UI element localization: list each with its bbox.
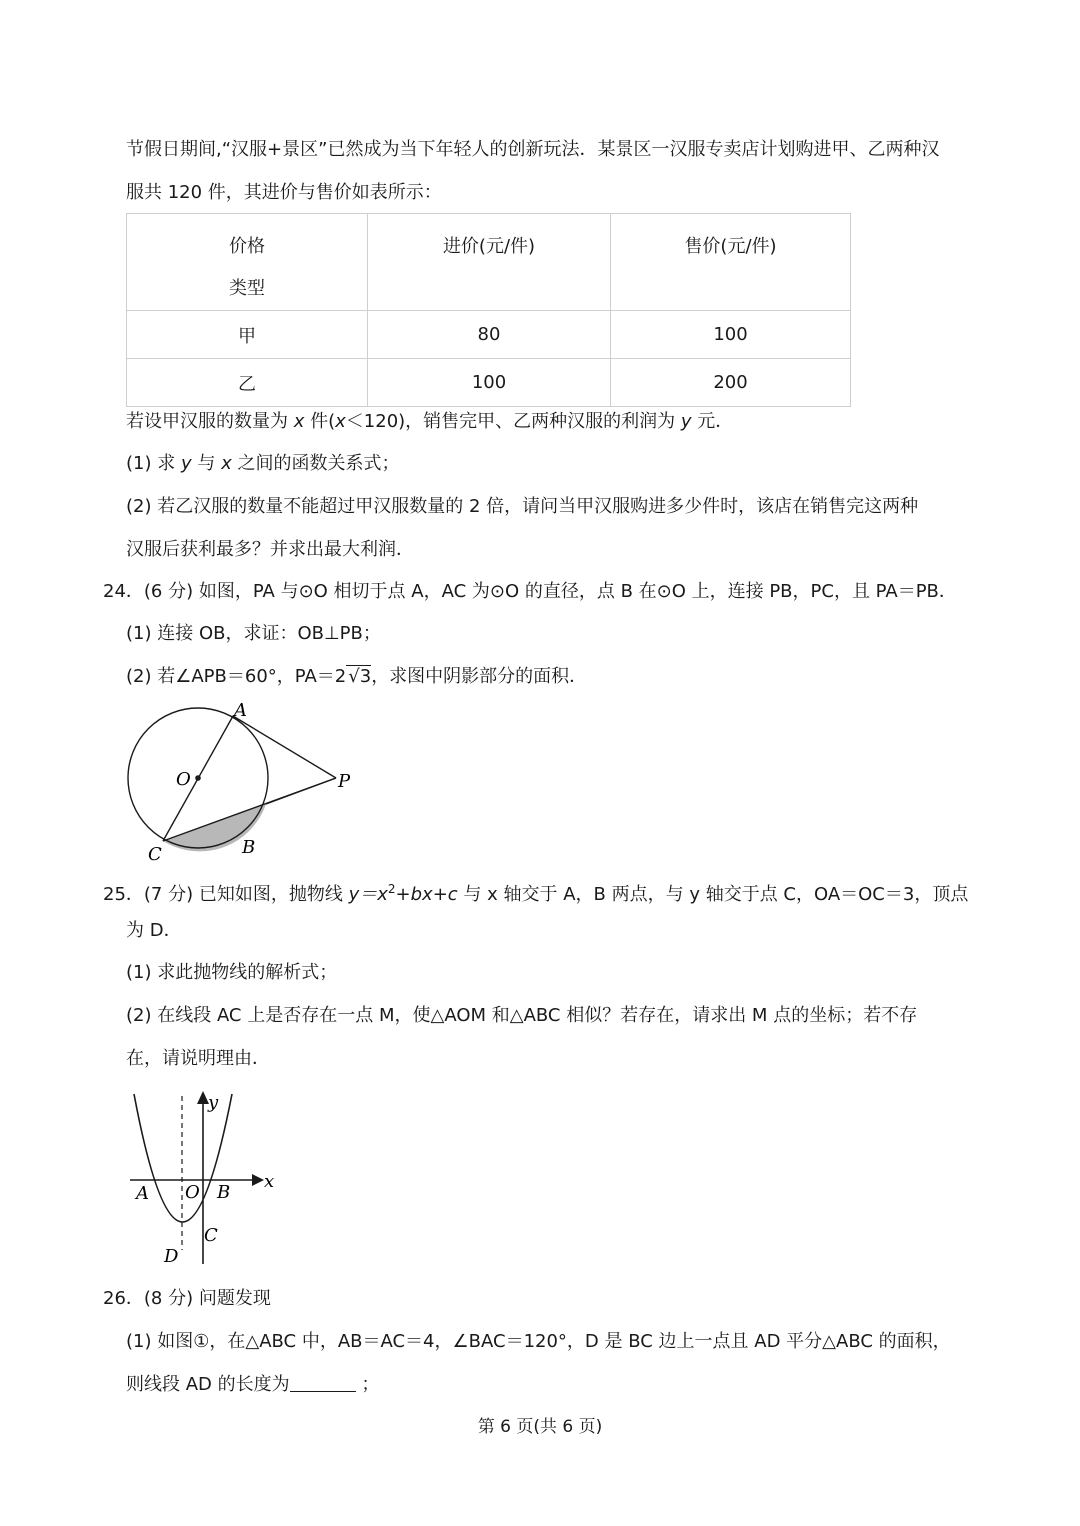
- label-b: B: [242, 837, 256, 858]
- q25-stem: 25．(7 分) 已知如图，抛物线 $y=x^2+bx+c$ 与 x 轴交于 A，B 两点，与 y 轴交于点 C，OA＝OC＝3，顶点: [103, 882, 969, 905]
- label-b: B: [217, 1182, 231, 1203]
- label-d: D: [164, 1246, 179, 1267]
- table-cell-type: 乙: [127, 359, 368, 407]
- table-cell-cost: 80: [368, 311, 611, 359]
- table-header-price: 售价(元/件): [611, 214, 851, 311]
- table-header-cost: 进价(元/件): [368, 214, 611, 311]
- table-cell-type: 甲: [127, 311, 368, 359]
- q24-part-2: (2) 若∠APB＝60°，PA＝2 √3，求图中阴影部分的面积．: [126, 666, 588, 687]
- q25-part-2-line-1: (2) 在线段 AC 上是否存在一点 M，使△AOM 和△ABC 相似？若存在，请求出 M 点的坐标；若不存: [126, 1005, 918, 1026]
- label-o: O: [185, 1182, 200, 1203]
- label-o: O: [176, 769, 191, 790]
- table-row: [127, 359, 851, 407]
- intro-line-1: 节假日期间,“汉服+景区”已然成为当下年轻人的创新玩法．某景区一汉服专卖店计划购进甲、乙两种汉: [126, 139, 940, 160]
- q24-figure: [118, 696, 368, 866]
- table-row: [127, 311, 851, 359]
- q25-part-1: (1) 求此抛物线的解析式；: [126, 962, 338, 983]
- answer-blank: [290, 1373, 356, 1392]
- q25-part-2-line-2: 在，请说明理由．: [126, 1048, 270, 1069]
- table-cell-price: 100: [611, 311, 851, 359]
- table-corner-cell: [127, 214, 368, 311]
- q23-part-2-line-2: 汉服后获利最多？并求出最大利润．: [126, 539, 414, 560]
- q23-part-1: (1) 求 y 与 x 之间的函数关系式；: [126, 453, 400, 474]
- center-dot: [195, 775, 201, 781]
- segment-pb: [266, 778, 336, 804]
- q26-part-1-line-2: 则线段 AD 的长度为 ；: [126, 1374, 380, 1395]
- q23-setup: 若设甲汉服的数量为 x 件(x＜120)，销售完甲、乙两种汉服的利润为 y 元．: [126, 411, 734, 432]
- q24-stem: 24．(6 分) 如图，PA 与⊙O 相切于点 A，AC 为⊙O 的直径，点 B 在⊙O 上，连接 PB，PC，且 PA＝PB．: [103, 581, 957, 602]
- table-cell-price: 200: [611, 359, 851, 407]
- page-footer: 第 6 页(共 6 页): [477, 1417, 603, 1437]
- x-axis-arrow: [252, 1174, 264, 1186]
- q24-part-1: (1) 连接 OB，求证：OB⊥PB；: [126, 623, 381, 644]
- corner-top-label: 价格: [229, 236, 265, 257]
- price-table: [126, 213, 851, 407]
- label-y: y: [208, 1092, 219, 1113]
- tangent-pa: [233, 716, 336, 778]
- q26-stem: 26．(8 分) 问题发现: [103, 1288, 271, 1309]
- q26-part-1-line-1: (1) 如图①，在△ABC 中，AB＝AC＝4，∠BAC＝120°，D 是 BC 边上一点且 AD 平分△ABC 的面积，: [126, 1331, 951, 1352]
- label-c: C: [148, 844, 162, 865]
- label-x: x: [264, 1171, 275, 1192]
- corner-bottom-label: 类型: [229, 278, 265, 299]
- q23-part-2-line-1: (2) 若乙汉服的数量不能超过甲汉服数量的 2 倍，请问当甲汉服购进多少件时，该店在销售完这两种: [126, 496, 919, 517]
- label-p: P: [338, 771, 351, 792]
- label-c: C: [204, 1225, 218, 1246]
- q25-figure: [124, 1088, 284, 1270]
- label-a: A: [234, 700, 247, 721]
- intro-line-2: 服共 120 件，其进价与售价如表所示：: [126, 182, 442, 203]
- label-a: A: [136, 1183, 149, 1204]
- q25-stem-line-2: 为 D．: [126, 920, 182, 941]
- table-cell-cost: 100: [368, 359, 611, 407]
